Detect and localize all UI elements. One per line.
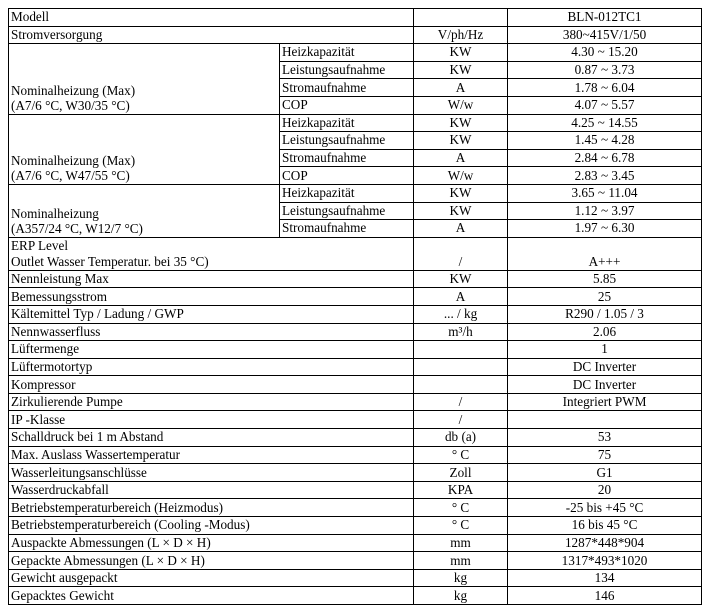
row-value: 3.65 ~ 11.04 xyxy=(508,184,702,202)
row-unit: / xyxy=(414,393,508,411)
table-row xyxy=(9,534,702,552)
row-unit: KW xyxy=(414,44,508,62)
parameter-name: Leistungsaufnahme xyxy=(280,202,414,220)
row-unit xyxy=(414,341,508,359)
row-label: Zirkulierende Pumpe xyxy=(9,393,414,411)
row-unit xyxy=(414,376,508,394)
table-row xyxy=(9,323,702,341)
table-row xyxy=(9,237,702,270)
erp-value: A+++ xyxy=(508,237,702,270)
row-unit: W/w xyxy=(414,167,508,185)
row-value: 1.97 ~ 6.30 xyxy=(508,220,702,238)
row-unit: / xyxy=(414,237,508,270)
row-unit: ... / kg xyxy=(414,305,508,323)
erp-condition: Outlet Wasser Temperatur. bei 35 °C) xyxy=(11,253,209,269)
row-unit: kg xyxy=(414,569,508,587)
row-unit: KW xyxy=(414,61,508,79)
row-label: Gepackte Abmessungen (L × D × H) xyxy=(9,552,414,570)
parameter-name: Heizkapazität xyxy=(280,44,414,62)
row-value: 5.85 xyxy=(508,270,702,288)
row-unit: A xyxy=(414,288,508,306)
table-row xyxy=(9,429,702,447)
row-value: 16 bis 45 °C xyxy=(508,517,702,535)
parameter-name: COP xyxy=(280,96,414,114)
table-row xyxy=(9,288,702,306)
row-value: 1.12 ~ 3.97 xyxy=(508,202,702,220)
row-unit: ° C xyxy=(414,517,508,535)
row-unit: m³/h xyxy=(414,323,508,341)
heating-group-condition: (A357/24 °C, W12/7 °C) xyxy=(11,220,143,236)
table-row xyxy=(9,552,702,570)
row-unit: KW xyxy=(414,202,508,220)
table-row xyxy=(9,9,702,27)
row-label: Wasserdruckabfall xyxy=(9,481,414,499)
row-unit: KW xyxy=(414,184,508,202)
row-unit xyxy=(414,9,508,27)
row-value: 1.45 ~ 4.28 xyxy=(508,132,702,150)
row-label: Schalldruck bei 1 m Abstand xyxy=(9,429,414,447)
erp-label xyxy=(9,237,414,270)
row-label: Kältemittel Typ / Ladung / GWP xyxy=(9,305,414,323)
row-unit: W/w xyxy=(414,96,508,114)
row-value: 134 xyxy=(508,569,702,587)
parameter-name: Heizkapazität xyxy=(280,184,414,202)
row-value: -25 bis +45 °C xyxy=(508,499,702,517)
row-value: 380~415V/1/50 xyxy=(508,26,702,44)
row-value: DC Inverter xyxy=(508,358,702,376)
table-row xyxy=(9,569,702,587)
parameter-name: COP xyxy=(280,167,414,185)
row-value: 25 xyxy=(508,288,702,306)
row-value: 2.83 ~ 3.45 xyxy=(508,167,702,185)
row-unit: ° C xyxy=(414,499,508,517)
table-row xyxy=(9,464,702,482)
row-label: Nennwasserfluss xyxy=(9,323,414,341)
row-label: Gepacktes Gewicht xyxy=(9,587,414,605)
heating-group-title: Nominalheizung (Max) xyxy=(11,82,136,98)
row-value: 4.30 ~ 15.20 xyxy=(508,44,702,62)
row-value: 1287*448*904 xyxy=(508,534,702,552)
row-label: Wasserleitungsanschlüsse xyxy=(9,464,414,482)
row-label: Bemessungsstrom xyxy=(9,288,414,306)
row-value: 1317*493*1020 xyxy=(508,552,702,570)
parameter-name: Stromaufnahme xyxy=(280,79,414,97)
row-label: Gewicht ausgepackt xyxy=(9,569,414,587)
row-unit: KW xyxy=(414,270,508,288)
row-unit: db (a) xyxy=(414,429,508,447)
row-unit: kg xyxy=(414,587,508,605)
table-row xyxy=(9,358,702,376)
parameter-name: Stromaufnahme xyxy=(280,220,414,238)
row-value: G1 xyxy=(508,464,702,482)
row-unit: A xyxy=(414,79,508,97)
table-row xyxy=(9,270,702,288)
table-row xyxy=(9,184,702,202)
row-unit: V/ph/Hz xyxy=(414,26,508,44)
row-unit xyxy=(414,358,508,376)
table-row xyxy=(9,587,702,605)
row-value: Integriert PWM xyxy=(508,393,702,411)
spec-table-body xyxy=(9,9,702,605)
row-label: Lüftermotortyp xyxy=(9,358,414,376)
table-row xyxy=(9,411,702,429)
table-row xyxy=(9,114,702,132)
row-unit: ° C xyxy=(414,446,508,464)
row-value: 53 xyxy=(508,429,702,447)
heating-group-title: Nominalheizung xyxy=(11,205,99,221)
model-value: BLN-012TC1 xyxy=(508,9,702,27)
heating-group-condition: (A7/6 °C, W30/35 °C) xyxy=(11,97,130,113)
heating-group-label xyxy=(9,44,280,114)
row-value: 2.06 xyxy=(508,323,702,341)
row-value: 20 xyxy=(508,481,702,499)
row-value: 4.07 ~ 5.57 xyxy=(508,96,702,114)
row-label: Lüftermenge xyxy=(9,341,414,359)
spec-table xyxy=(8,8,702,605)
heating-group-title: Nominalheizung (Max) xyxy=(11,152,136,168)
table-row xyxy=(9,305,702,323)
row-label: Kompressor xyxy=(9,376,414,394)
row-unit: KW xyxy=(414,132,508,150)
row-value: 4.25 ~ 14.55 xyxy=(508,114,702,132)
row-unit: mm xyxy=(414,552,508,570)
row-label: Auspackte Abmessungen (L × D × H) xyxy=(9,534,414,552)
row-label: Betriebstemperaturbereich (Heizmodus) xyxy=(9,499,414,517)
row-unit: mm xyxy=(414,534,508,552)
row-unit: A xyxy=(414,149,508,167)
table-row xyxy=(9,481,702,499)
row-label: Stromversorgung xyxy=(9,26,414,44)
table-row xyxy=(9,341,702,359)
table-row xyxy=(9,499,702,517)
row-value: 75 xyxy=(508,446,702,464)
row-value: R290 / 1.05 / 3 xyxy=(508,305,702,323)
heating-group-label xyxy=(9,114,280,184)
table-row xyxy=(9,376,702,394)
row-value: 146 xyxy=(508,587,702,605)
table-row xyxy=(9,44,702,62)
row-label: Betriebstemperaturbereich (Cooling -Modus) xyxy=(9,517,414,535)
row-unit: KW xyxy=(414,114,508,132)
parameter-name: Heizkapazität xyxy=(280,114,414,132)
parameter-name: Leistungsaufnahme xyxy=(280,132,414,150)
row-value: 2.84 ~ 6.78 xyxy=(508,149,702,167)
heating-group-condition: (A7/6 °C, W47/55 °C) xyxy=(11,167,130,183)
row-unit: / xyxy=(414,411,508,429)
row-unit: Zoll xyxy=(414,464,508,482)
row-value: DC Inverter xyxy=(508,376,702,394)
row-unit: KPA xyxy=(414,481,508,499)
row-label: IP -Klasse xyxy=(9,411,414,429)
table-row xyxy=(9,446,702,464)
row-label: Max. Auslass Wassertemperatur xyxy=(9,446,414,464)
row-label: Nennleistung Max xyxy=(9,270,414,288)
row-value xyxy=(508,411,702,429)
row-unit: A xyxy=(414,220,508,238)
erp-title: ERP Level xyxy=(11,237,69,253)
table-row xyxy=(9,517,702,535)
table-row xyxy=(9,26,702,44)
parameter-name: Stromaufnahme xyxy=(280,149,414,167)
row-value: 1 xyxy=(508,341,702,359)
heating-group-label xyxy=(9,184,280,237)
parameter-name: Leistungsaufnahme xyxy=(280,61,414,79)
row-value: 0.87 ~ 3.73 xyxy=(508,61,702,79)
row-value: 1.78 ~ 6.04 xyxy=(508,79,702,97)
table-row xyxy=(9,393,702,411)
row-label: Modell xyxy=(9,9,414,27)
